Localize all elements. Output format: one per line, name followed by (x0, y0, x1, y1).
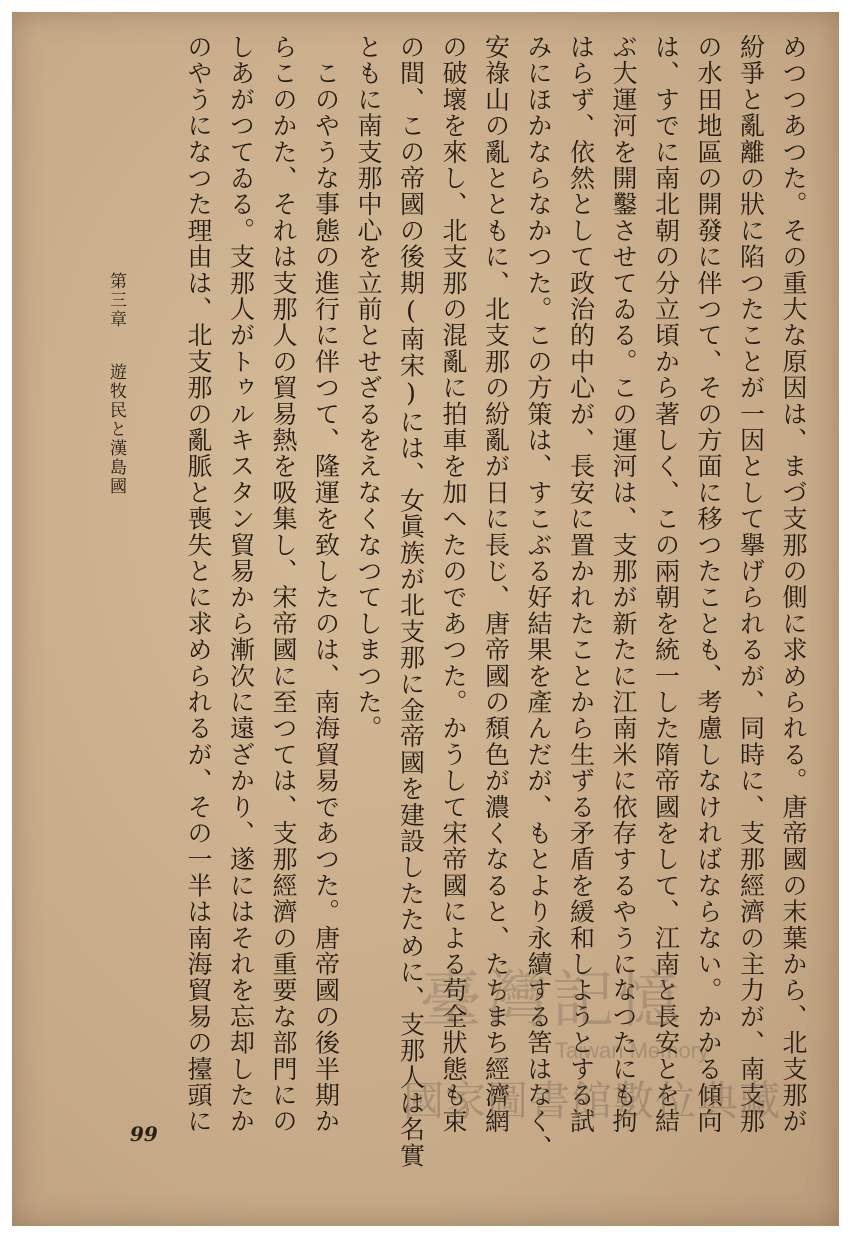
watermark-logo-text: 臺灣記憶 (420, 963, 685, 1036)
chapter-label: 第三章 (106, 272, 126, 329)
text-column: ぶ大運河を開鑿させてゐる。この運河は、支那が新たに江南米に依存するやうになつたにも拘 (609, 34, 638, 1135)
library-watermark (395, 950, 805, 1130)
text-column: ともに南支那中心を立前とせざるをえなくなつてしまつた。 (354, 34, 383, 742)
text-column: しあがつてゐる。支那人がトゥルキスタン貿易から漸次に遠ざかり、遂にはそれを忘却したか (226, 34, 256, 1135)
text-column: は、すでに南北朝の分立頃から著しく、この兩朝を統一した隋帝國をして、江南と長安とを結 (651, 34, 681, 1135)
text-column: のやうになつた理由は、北支那の亂脈と喪失とに求められるが、その一半は南海貿易の擡頭に (184, 34, 213, 1135)
text-column: の間、この帝國の後期(南宋)には、女眞族が北支那に金帝國を建設したために、支那人は名實 (396, 34, 426, 1169)
text-column: みにほかならなかつた。この方策は、すこぶる好結果を產んだが、もとより永續する筈はなく、 (524, 34, 553, 1161)
watermark-institution-text: 國家圖書館數位典藏 (403, 1077, 781, 1125)
watermark-english-text: Taiwan Memory (555, 1038, 710, 1063)
text-column: このやうな事態の進行に伴つて、隆運を致したのは、南海貿易であつた。唐帝國の後半期か (311, 34, 341, 1135)
chapter-title: 遊牧民と漢島國 (106, 363, 126, 496)
text-column: の水田地區の開發に伴つて、その方面に移つたことも、考慮しなければならない。かかる傾向 (694, 34, 723, 1135)
text-column: の破壞を來し、北支那の混亂に拍車を加へたのであつた。かうして宋帝國による苟全狀態も束 (439, 34, 468, 1135)
text-column: 紛爭と亂離の狀に陷つたことが一因として擧げられるが、同時に、支那經濟の主力が、南支那 (736, 34, 766, 1135)
text-column: めつつあつた。その重大な原因は、まづ支那の側に求められる。唐帝國の末葉から、北支那が (779, 34, 808, 1135)
page-number: 99 (130, 1122, 158, 1146)
text-column: はらず、依然として政治的中心が、長安に置かれたことから生ずる矛盾を緩和しようとする試 (566, 34, 596, 1135)
text-column: らこのかた、それは支那人の貿易熱を吸集し、宋帝國に至つては、支那經濟の重要な部門にの (269, 34, 298, 1135)
running-header (102, 272, 130, 496)
text-column: 安祿山の亂とともに、北支那の紛亂が日に長じ、唐帝國の頹色が濃くなると、たちまち經濟網 (481, 34, 511, 1135)
